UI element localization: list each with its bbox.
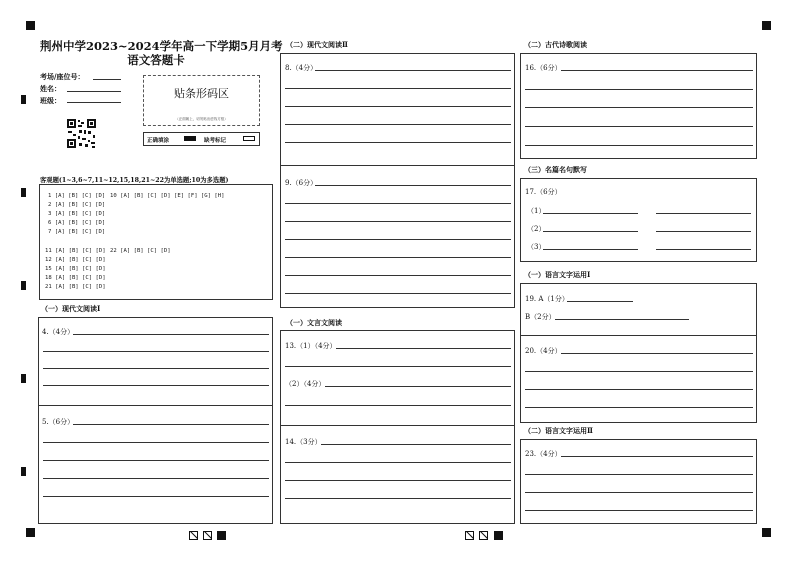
timing-mark	[21, 467, 26, 476]
answer-box-q4-q5	[38, 317, 273, 524]
answer-line[interactable]	[561, 353, 753, 354]
answer-line[interactable]	[285, 257, 511, 258]
answer-line[interactable]	[43, 496, 269, 497]
answer-line[interactable]	[656, 213, 751, 214]
correct-fill-sample	[184, 136, 196, 141]
section-ancient-poetry: （二）古代诗歌阅读	[524, 40, 587, 49]
correct-fill-label: 正确填涂	[147, 138, 170, 144]
divider	[281, 165, 514, 166]
answer-line[interactable]	[567, 301, 633, 302]
answer-line[interactable]	[73, 334, 269, 335]
answer-box-q19-q20	[520, 283, 757, 423]
answer-line[interactable]	[525, 107, 753, 108]
objective-row[interactable]: 7 [A] [B] [C] [D]	[48, 229, 106, 235]
answer-line[interactable]	[315, 70, 511, 71]
class-field[interactable]	[67, 102, 121, 103]
answer-line[interactable]	[43, 478, 269, 479]
section-modern-reading-1: （一）现代文阅读Ⅰ	[41, 304, 101, 313]
question-13-2-label: （2）（4分）	[285, 380, 326, 388]
title-line-1: 荆州中学2023~2024学年高一下学期5月月考	[40, 39, 283, 53]
barcode-area	[143, 75, 260, 126]
answer-line[interactable]	[43, 442, 269, 443]
objective-row[interactable]: 3 [A] [B] [C] [D]	[48, 211, 106, 217]
barcode-label: 贴条形码区	[174, 87, 229, 100]
question-19a-label: 19. A（1分）	[525, 295, 569, 303]
section-modern-reading-2: （二）现代文阅读Ⅱ	[286, 40, 348, 49]
answer-line[interactable]	[656, 249, 751, 250]
section-classical-reading: （一）文言文阅读	[286, 318, 342, 327]
answer-line[interactable]	[525, 492, 753, 493]
answer-line[interactable]	[555, 319, 689, 320]
question-5-label: 5.（6分）	[42, 418, 75, 426]
name-field[interactable]	[67, 91, 121, 92]
answer-line[interactable]	[285, 405, 511, 406]
qr-code-icon	[66, 118, 97, 149]
answer-line[interactable]	[525, 389, 753, 390]
answer-line[interactable]	[525, 474, 753, 475]
answer-line[interactable]	[336, 348, 511, 349]
barcode-note: （正面朝上，切勿贴出虚线方框）	[175, 117, 228, 121]
timing-mark	[21, 95, 26, 104]
fill-sample-box	[143, 132, 260, 146]
question-4-label: 4.（4分）	[42, 328, 75, 336]
answer-line[interactable]	[285, 203, 511, 204]
answer-line[interactable]	[561, 70, 753, 71]
objective-row[interactable]: 11 [A] [B] [C] [D]	[45, 248, 106, 254]
question-17-2-label: （2）	[527, 225, 546, 233]
bottom-slash-mark	[479, 531, 488, 540]
corner-mark-bottom-left	[26, 528, 35, 537]
answer-box-q17	[520, 178, 757, 262]
answer-line[interactable]	[525, 126, 753, 127]
absent-mark-checkbox[interactable]	[243, 136, 255, 141]
corner-mark-top-right	[762, 21, 771, 30]
answer-line[interactable]	[43, 368, 269, 369]
answer-line[interactable]	[315, 185, 511, 186]
answer-line[interactable]	[525, 510, 753, 511]
answer-line[interactable]	[543, 213, 638, 214]
objective-row[interactable]: 12 [A] [B] [C] [D]	[45, 257, 106, 263]
answer-line[interactable]	[525, 407, 753, 408]
class-label: 班级：	[40, 96, 61, 105]
divider	[39, 405, 272, 406]
answer-box-q16	[520, 53, 757, 159]
bottom-solid-mark	[494, 531, 503, 540]
answer-line[interactable]	[285, 366, 511, 367]
question-9-label: 9.（6分）	[285, 179, 318, 187]
bottom-slash-mark	[203, 531, 212, 540]
answer-box-q13-q14	[280, 330, 515, 524]
answer-line[interactable]	[285, 498, 511, 499]
objective-heading: 客观题(1~3,6~7,11~12,15,18,21~22为单选题;10为多选题)	[40, 177, 229, 184]
answer-line[interactable]	[285, 462, 511, 463]
answer-line[interactable]	[561, 456, 753, 457]
section-famous-quotes: （三）名篇名句默写	[524, 165, 587, 174]
question-13-1-label: 13.（1）（4分）	[285, 342, 337, 350]
answer-line[interactable]	[543, 231, 638, 232]
absent-mark-label: 缺考标记	[204, 138, 227, 144]
bottom-slash-mark	[189, 531, 198, 540]
section-language-use-2: （二）语言文字运用Ⅱ	[524, 426, 593, 435]
objective-row[interactable]: 1 [A] [B] [C] [D]	[48, 193, 106, 199]
corner-mark-bottom-right	[762, 528, 771, 537]
answer-line[interactable]	[43, 385, 269, 386]
name-label: 姓名：	[40, 84, 61, 93]
question-17-label: 17.（6分）	[525, 188, 562, 196]
section-language-use-1: （一）语言文字运用Ⅰ	[524, 270, 591, 279]
objective-row[interactable]: 18 [A] [B] [C] [D]	[45, 275, 106, 281]
divider	[521, 335, 756, 336]
answer-line[interactable]	[285, 275, 511, 276]
answer-line[interactable]	[285, 480, 511, 481]
answer-line[interactable]	[525, 145, 753, 146]
objective-row-q22[interactable]: 22 [A] [B] [C] [D]	[110, 248, 171, 254]
answer-line[interactable]	[656, 231, 751, 232]
answer-line[interactable]	[285, 239, 511, 240]
question-17-3-label: （3）	[527, 243, 546, 251]
answer-line[interactable]	[73, 424, 269, 425]
objective-row-q10[interactable]: 10 [A] [B] [C] [D] [E] [F] [G] [H]	[110, 193, 225, 199]
answer-line[interactable]	[285, 293, 511, 294]
answer-line[interactable]	[285, 221, 511, 222]
exam-seat-label: 考场/座位号：	[40, 72, 85, 81]
exam-seat-field[interactable]	[93, 79, 121, 80]
question-20-label: 20.（4分）	[525, 347, 562, 355]
answer-line[interactable]	[285, 142, 511, 143]
question-16-label: 16.（6分）	[525, 64, 562, 72]
bottom-slash-mark	[465, 531, 474, 540]
answer-line[interactable]	[543, 249, 638, 250]
answer-line[interactable]	[525, 89, 753, 90]
title-line-2: 语文答题卡	[127, 53, 185, 67]
answer-line[interactable]	[325, 386, 511, 387]
question-19b-label: B（2分）	[525, 313, 556, 321]
question-14-label: 14.（3分）	[285, 438, 322, 446]
answer-line[interactable]	[285, 88, 511, 89]
corner-mark-top-left	[26, 21, 35, 30]
answer-line[interactable]	[321, 444, 511, 445]
timing-mark	[21, 188, 26, 197]
question-8-label: 8.（4分）	[285, 64, 318, 72]
objective-row[interactable]: 2 [A] [B] [C] [D]	[48, 202, 106, 208]
objective-row[interactable]: 6 [A] [B] [C] [D]	[48, 220, 106, 226]
answer-line[interactable]	[285, 124, 511, 125]
timing-mark	[21, 374, 26, 383]
question-23-label: 23.（4分）	[525, 450, 562, 458]
timing-mark	[21, 281, 26, 290]
objective-row[interactable]: 21 [A] [B] [C] [D]	[45, 284, 106, 290]
answer-line[interactable]	[285, 106, 511, 107]
question-17-1-label: （1）	[527, 207, 546, 215]
objective-box	[39, 184, 273, 300]
answer-line[interactable]	[43, 351, 269, 352]
answer-line[interactable]	[525, 371, 753, 372]
bottom-solid-mark	[217, 531, 226, 540]
objective-row[interactable]: 15 [A] [B] [C] [D]	[45, 266, 106, 272]
answer-line[interactable]	[43, 460, 269, 461]
answer-box-q8-q9	[280, 53, 515, 308]
divider	[281, 425, 514, 426]
answer-box-q23	[520, 439, 757, 524]
